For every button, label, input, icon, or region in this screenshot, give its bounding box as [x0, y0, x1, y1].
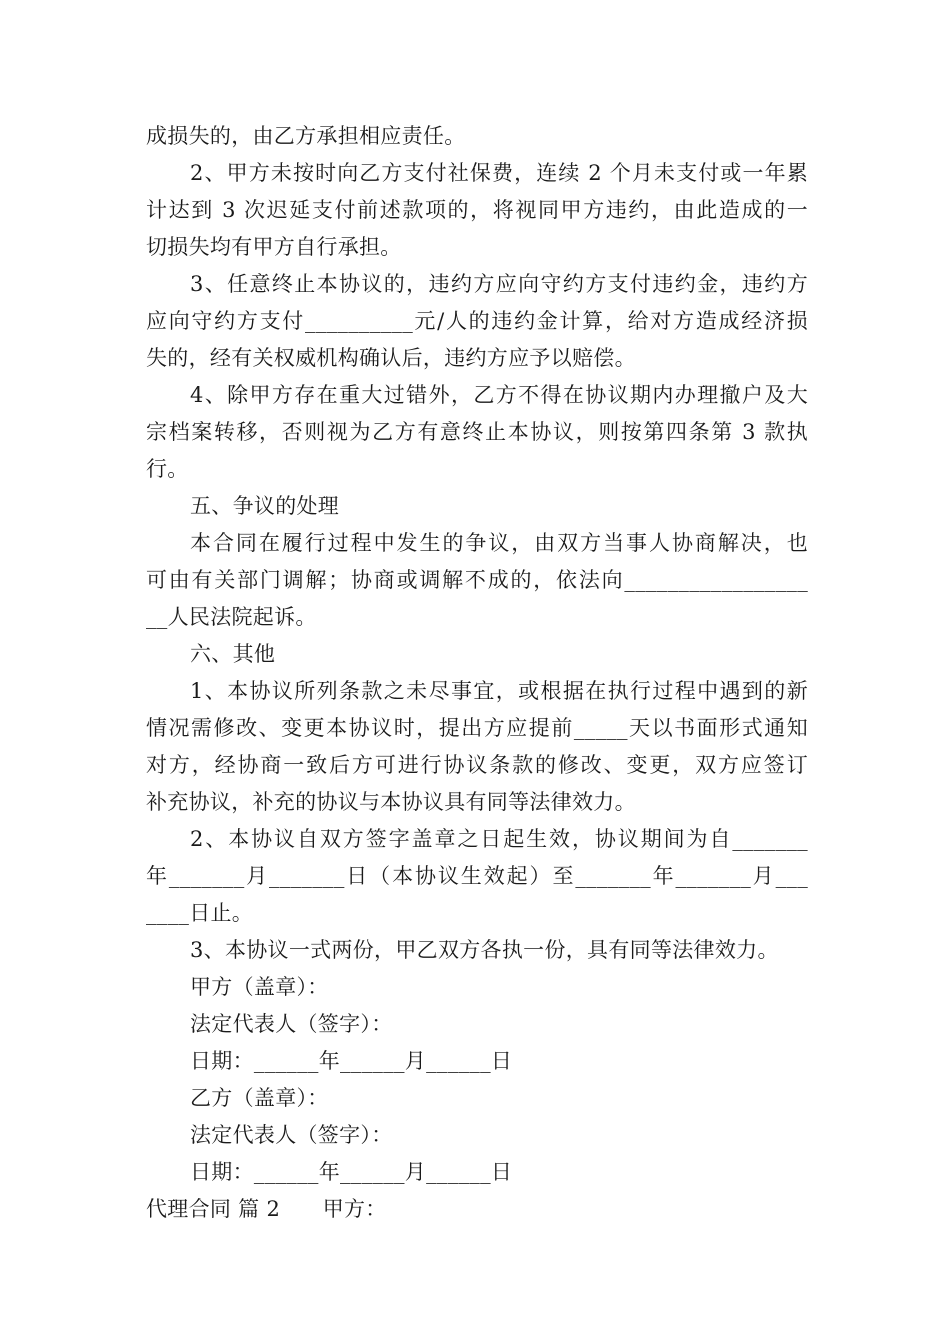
party-b-seal-label: 乙方（盖章）：	[190, 1086, 329, 1110]
section-heading-dispute: 五、争议的处理	[190, 494, 340, 518]
dispute-line-3: __人民法院起诉。	[146, 605, 317, 629]
clause-4-line-1: 4、除甲方存在重大过错外，乙方不得在协议期内办理撤户及大	[190, 383, 808, 407]
other-2-line-3: ____日止。	[146, 901, 254, 925]
party-a-representative-label: 法定代表人（签字）：	[190, 1012, 393, 1036]
other-3-line-1: 3、本协议一式两份，甲乙双方各执一份，具有同等法律效力。	[190, 938, 779, 962]
document-body	[146, 118, 808, 1228]
other-2-line-2: 年_______月_______日（本协议生效起）至_______年_______月___	[146, 864, 808, 888]
dispute-line-1: 本合同在履行过程中发生的争议，由双方当事人协商解决，也	[190, 531, 808, 555]
dispute-line-2: 可由有关部门调解；协商或调解不成的，依法向_________________	[146, 568, 808, 592]
clause-3-line-3: 失的，经有关权威机构确认后，违约方应予以赔偿。	[146, 346, 636, 370]
other-2-line-1: 2、本协议自双方签字盖章之日起生效，协议期间为自_______	[190, 827, 808, 851]
other-1-line-2: 情况需修改、变更本协议时，提出方应提前_____天以书面形式通知	[146, 716, 808, 740]
section-heading-other: 六、其他	[190, 642, 276, 666]
clause-2-line-2: 计达到 3 次迟延支付前述款项的，将视同甲方违约，由此造成的一	[146, 198, 808, 222]
party-b-date-label: 日期：______年______月______日	[190, 1160, 513, 1184]
next-contract-heading: 代理合同 篇 2 甲方：	[146, 1197, 387, 1221]
party-a-seal-label: 甲方（盖章）：	[190, 975, 329, 999]
party-a-date-label: 日期：______年______月______日	[190, 1049, 513, 1073]
clause-4-line-3: 行。	[146, 457, 189, 481]
other-1-line-4: 补充协议，补充的协议与本协议具有同等法律效力。	[146, 790, 636, 814]
clause-4-line-2: 宗档案转移，否则视为乙方有意终止本协议，则按第四条第 3 款执	[146, 420, 808, 444]
other-1-line-1: 1、本协议所列条款之未尽事宜，或根据在执行过程中遇到的新	[190, 679, 808, 703]
clause-2-line-1: 2、甲方未按时向乙方支付社保费，连续 2 个月未支付或一年累	[190, 161, 808, 185]
other-1-line-3: 对方，经协商一致后方可进行协议条款的修改、变更，双方应签订	[146, 753, 808, 777]
clause-3-line-1: 3、任意终止本协议的，违约方应向守约方支付违约金，违约方	[190, 272, 808, 296]
text-line: 成损失的，由乙方承担相应责任。	[146, 124, 466, 148]
party-b-representative-label: 法定代表人（签字）：	[190, 1123, 393, 1147]
clause-3-line-2: 应向守约方支付__________元/人的违约金计算，给对方造成经济损	[146, 309, 808, 333]
clause-2-line-3: 切损失均有甲方自行承担。	[146, 235, 402, 259]
